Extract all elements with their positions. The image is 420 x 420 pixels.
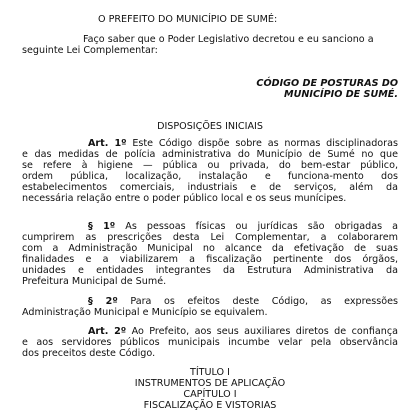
par1-line-3: com a Administração Municipal no alcance da efetivação de suas [22, 243, 398, 254]
art1-line-6: necessária relação entre o poder público local e os seus munícipes. [22, 193, 347, 204]
art1-line-2: e das medidas de polícia administrativa do Município de Sumé no que [22, 149, 398, 160]
art1-line-4: ordem pública, localização, instalação e funciona-mento dos [22, 171, 398, 182]
titulo-name: INSTRUMENTOS DE APLICAÇÃO [134, 378, 286, 389]
art2-line-1: Art. 2º Ao Prefeito, aos seus auxiliares diretos de confiança [88, 326, 398, 337]
preamble-line-2: seguinte Lei Complementar: [22, 45, 158, 56]
par1-line-2: cumprirem as prescrições desta Lei Complementar, a colaborarem [22, 232, 398, 243]
art1-line-5: estabelecimentos comerciais, industriais e de serviços, além da [22, 182, 398, 193]
art1-line-3: se refere à higiene — pública ou privada, do bem-estar público, [22, 160, 398, 171]
art2-line-3: dos preceitos deste Código. [22, 348, 156, 359]
par1-line-5: unidades e entidades integrantes da Estrutura Administrativa da [22, 265, 398, 276]
preamble-line-1: Faço saber que o Poder Legislativo decretou e eu sanciono a [83, 34, 374, 45]
titulo-heading: TÍTULO I [189, 367, 230, 378]
par2-label: § 2º [88, 296, 118, 307]
par1-line-4: finalidades e a viabilizarem a fiscalização pertinente dos órgãos, [22, 254, 398, 265]
par2-line-1: § 2º Para os efeitos deste Código, as expressões [88, 296, 398, 307]
law-title-line-2: MUNICÍPIO DE SUMÉ. [284, 89, 398, 100]
law-title-line-1: CÓDIGO DE POSTURAS DO [256, 78, 398, 89]
art1-label: Art. 1º [88, 138, 127, 149]
capitulo-name: FISCALIZAÇÃO E VISTORIAS [143, 400, 277, 411]
section-heading: DISPOSIÇÕES INICIAIS [157, 121, 263, 132]
art1-line-1: Art. 1º Este Código dispõe sobre as normas disciplinadoras [88, 138, 398, 149]
par1-line-1: § 1º As pessoas físicas ou jurídicas são obrigadas a [88, 221, 398, 232]
capitulo-heading: CAPÍTULO I [183, 389, 237, 400]
preamble-mayor: O PREFEITO DO MUNICÍPIO DE SUMÉ: [98, 14, 278, 25]
par2-line-2: Administração Municipal e Município se equivalem. [22, 307, 268, 318]
art2-line-2: e aos servidores públicos municipais incumbe velar pela observância [22, 337, 398, 348]
par1-line-6: Prefeitura Municipal de Sumé. [22, 276, 167, 287]
par1-label: § 1º [88, 221, 116, 232]
art2-label: Art. 2º [88, 326, 127, 337]
